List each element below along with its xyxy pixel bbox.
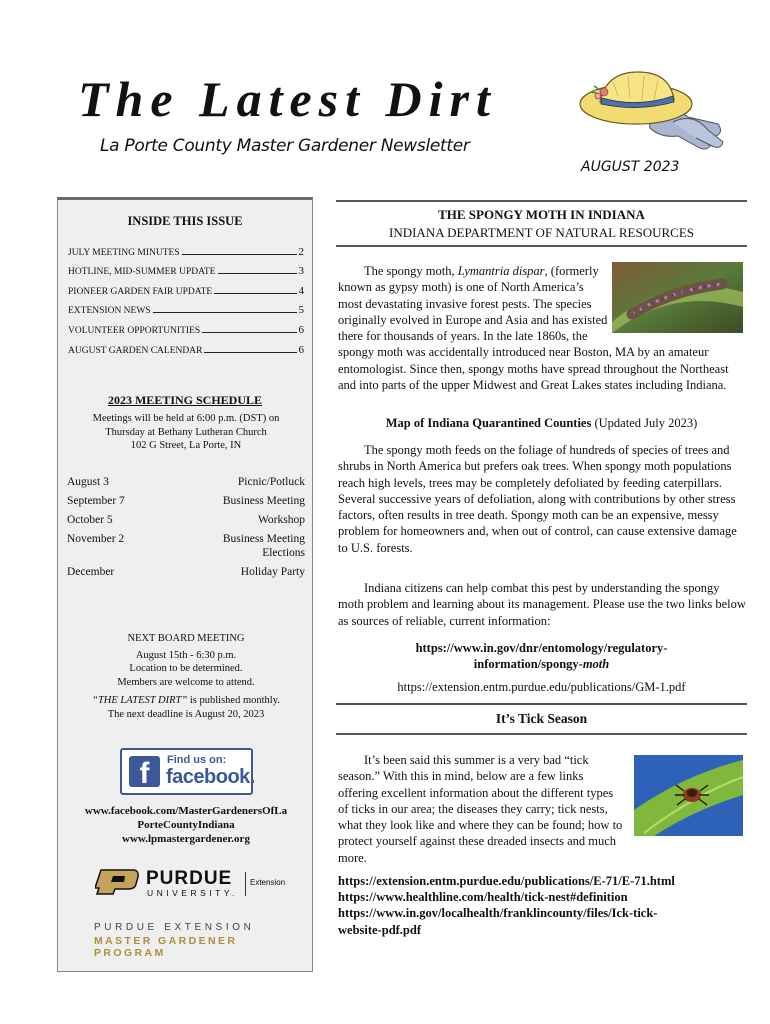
tick-season-paragraph: It’s been said this summer is a very bad “tick season.” With this in mind, below are a few links offering excellent information about the different types of ticks in our area; the diseases they carry; tick nests, what they look like and where they can be found; how to protect yourself against these dreaded insects and much more. xyxy=(338,753,623,865)
spongy-moth-title: THE SPONGY MOTH IN INDIANA xyxy=(438,207,645,222)
board-meeting-line: Location to be determined. xyxy=(129,663,243,674)
toc-item-page: 3 xyxy=(298,265,304,278)
toc-leader-line xyxy=(204,352,296,353)
board-meeting-heading: NEXT BOARD MEETING xyxy=(127,633,245,644)
facebook-wordmark: facebook. xyxy=(166,766,255,788)
schedule-row xyxy=(67,513,305,527)
toc-item-page: 4 xyxy=(298,284,304,297)
link-text: information/spongy- xyxy=(473,657,583,671)
toc-leader-line xyxy=(202,332,296,333)
spongy-moth-paragraph-1 xyxy=(338,263,748,393)
purdue-extension-text: Extension xyxy=(250,878,286,887)
board-meeting-info xyxy=(68,632,304,721)
schedule-date: November 2 xyxy=(67,533,125,545)
purdue-logo-divider xyxy=(245,872,246,896)
schedule-row xyxy=(67,494,305,508)
paragraph-text: The spongy moth, xyxy=(364,264,458,278)
toc-item[interactable] xyxy=(68,297,304,317)
toc-item[interactable] xyxy=(68,316,304,336)
link-text: https://www.in.gov/dnr/entomology/regulatory- xyxy=(415,641,668,655)
dnr-spongy-moth-link[interactable] xyxy=(336,640,747,672)
toc-item-page: 6 xyxy=(298,323,304,336)
purdue-university-text: UNIVERSITY. xyxy=(147,888,238,898)
map-update-note: (Updated July 2023) xyxy=(591,416,698,430)
schedule-date: December xyxy=(67,566,115,578)
toc-leader-line xyxy=(214,293,296,294)
purdue-p-logo-icon xyxy=(95,869,139,895)
link-text: https://www.in.gov/localhealth/franklincounty/files/Ick-tick- xyxy=(338,906,658,921)
toc-item[interactable] xyxy=(68,238,304,258)
toc-item-label: JULY MEETING MINUTES xyxy=(68,247,180,258)
meeting-schedule-table xyxy=(67,475,305,584)
link-text: website-pdf.pdf xyxy=(338,922,421,937)
tick-links-list xyxy=(338,873,738,938)
schedule-row xyxy=(67,565,305,579)
sidebar-panel xyxy=(57,197,313,972)
schedule-date: October 5 xyxy=(67,514,113,526)
schedule-activity xyxy=(223,532,305,560)
board-meeting-line: August 15th - 6:30 p.m. xyxy=(135,649,237,661)
facebook-find-us-button[interactable] xyxy=(120,748,253,795)
article-title-rule xyxy=(336,245,747,247)
franklin-county-tick-link[interactable] xyxy=(338,905,738,937)
toc-item-label: HOTLINE, MID-SUMMER UPDATE xyxy=(68,267,216,278)
publication-title: “THE LATEST DIRT” xyxy=(92,695,188,706)
toc-item-page: 2 xyxy=(298,245,304,258)
toc-item-label: EXTENSION NEWS xyxy=(68,306,151,317)
toc-leader-line xyxy=(218,273,297,274)
meeting-info-line: Meetings will be held at 6:00 p.m. (DST) on xyxy=(92,413,280,424)
newsletter-subtitle: La Porte County Master Gardener Newsletter xyxy=(100,136,470,156)
facebook-url-line: www.facebook.com/MasterGardenersOfLa xyxy=(84,805,288,817)
map-title: Map of Indiana Quarantined Counties xyxy=(385,416,592,430)
link-text: moth xyxy=(582,657,610,671)
meeting-info-line: Thursday at Bethany Lutheran Church xyxy=(105,426,267,438)
publication-note xyxy=(68,694,304,708)
meeting-schedule-info xyxy=(68,412,304,453)
spongy-moth-subtitle: INDIANA DEPARTMENT OF NATURAL RESOURCES xyxy=(389,225,694,240)
toc-item[interactable] xyxy=(68,336,304,356)
purdue-wordmark: PURDUE xyxy=(146,868,233,889)
spongy-moth-paragraph-3: Indiana citizens can help combat this pest by understanding the spongy moth problem and learning about its management. Please use the two links below as sources of reliable, current information: xyxy=(338,581,746,628)
toc-leader-line xyxy=(153,312,297,313)
issue-date: AUGUST 2023 xyxy=(581,159,680,175)
master-gardener-program-line: MASTER GARDENER PROGRAM xyxy=(94,935,238,959)
toc-item-label: AUGUST GARDEN CALENDAR xyxy=(68,345,203,356)
spongy-moth-paragraph-2: The spongy moth feeds on the foliage of hundreds of species of trees and shrubs in North America but prefers oak trees. When spongy moth populations reach high levels, trees may be completely defoliated by feeding caterpillars. Several successive years of defoliation, along with contributions by other stress factors, often results in tree death. Spongy moth can be an expensive, messy problem for homeowners and, when out of control, can cause extensive damage to U.S. forests. xyxy=(338,443,737,555)
table-of-contents xyxy=(68,238,304,356)
purdue-gm1-link[interactable]: https://extension.entm.purdue.edu/publications/GM-1.pdf xyxy=(397,680,686,694)
board-meeting-line: Members are welcome to attend. xyxy=(117,676,255,688)
toc-item-page: 6 xyxy=(298,343,304,356)
website-link[interactable]: www.lpmastergardener.org xyxy=(122,833,250,845)
purdue-extension-line: PURDUE EXTENSION xyxy=(94,922,255,933)
tick-section-top-rule xyxy=(336,703,747,705)
schedule-activity: Workshop xyxy=(258,514,305,526)
schedule-activity-line: Business Meeting xyxy=(222,533,305,545)
toc-item[interactable] xyxy=(68,277,304,297)
meeting-info-line: 102 G Street, La Porte, IN xyxy=(130,440,242,451)
purdue-tick-link[interactable]: https://extension.entm.purdue.edu/publications/E-71/E-71.html xyxy=(338,874,675,888)
facebook-find-us-text: Find us on: xyxy=(167,754,227,766)
facebook-page-link[interactable] xyxy=(64,804,308,832)
sidebar-links xyxy=(64,804,308,846)
meeting-schedule-heading: 2023 MEETING SCHEDULE xyxy=(107,393,263,407)
facebook-url-line: PorteCountyIndiana xyxy=(137,819,235,831)
tick-on-leaf-photo xyxy=(634,755,743,836)
schedule-activity: Business Meeting xyxy=(222,495,305,507)
schedule-activity: Picnic/Potluck xyxy=(237,476,305,488)
tick-section-title-rule xyxy=(336,733,747,735)
article-top-rule xyxy=(336,200,747,202)
schedule-row xyxy=(67,475,305,489)
next-deadline: The next deadline is August 20, 2023 xyxy=(107,708,265,720)
garden-hat-and-gloves-illustration xyxy=(578,62,728,157)
inside-this-issue-heading: INSIDE THIS ISSUE xyxy=(127,214,243,228)
newsletter-title: The Latest Dirt xyxy=(78,71,497,127)
photo-wrap-spacer xyxy=(608,263,748,335)
schedule-activity-line: Elections xyxy=(262,547,305,559)
schedule-row xyxy=(67,532,305,560)
toc-item[interactable] xyxy=(68,258,304,278)
healthline-tick-nest-link[interactable]: https://www.healthline.com/health/tick-nest#definition xyxy=(338,890,628,905)
quarantine-map-link[interactable] xyxy=(336,416,747,431)
toc-leader-line xyxy=(182,254,297,255)
schedule-date: August 3 xyxy=(67,476,109,488)
toc-item-label: VOLUNTEER OPPORTUNITIES xyxy=(68,325,201,336)
toc-item-page: 5 xyxy=(298,304,304,317)
tick-season-title: It’s Tick Season xyxy=(495,711,588,726)
schedule-date: September 7 xyxy=(67,495,125,507)
toc-item-label: PIONEER GARDEN FAIR UPDATE xyxy=(68,286,213,297)
paragraph-text: , (formerly known as gypsy moth) is one of North America’s most devastating invasive forest pests. The species originally evolved in Europe and Asia and has existed there for thousands of years. In the late 1860s, the spongy moth was accidentally introduced near Boston, MA by an amateur entomologist. Since then, spongy moths have spread throughout the Northeast and into parts of the upper Midwest and Great Lakes states including Indiana. xyxy=(338,264,729,393)
schedule-activity: Holiday Party xyxy=(240,566,305,578)
publication-note-text: is published monthly. xyxy=(187,695,280,706)
species-name: Lymantria dispar xyxy=(457,264,545,278)
facebook-icon: f xyxy=(129,756,160,787)
